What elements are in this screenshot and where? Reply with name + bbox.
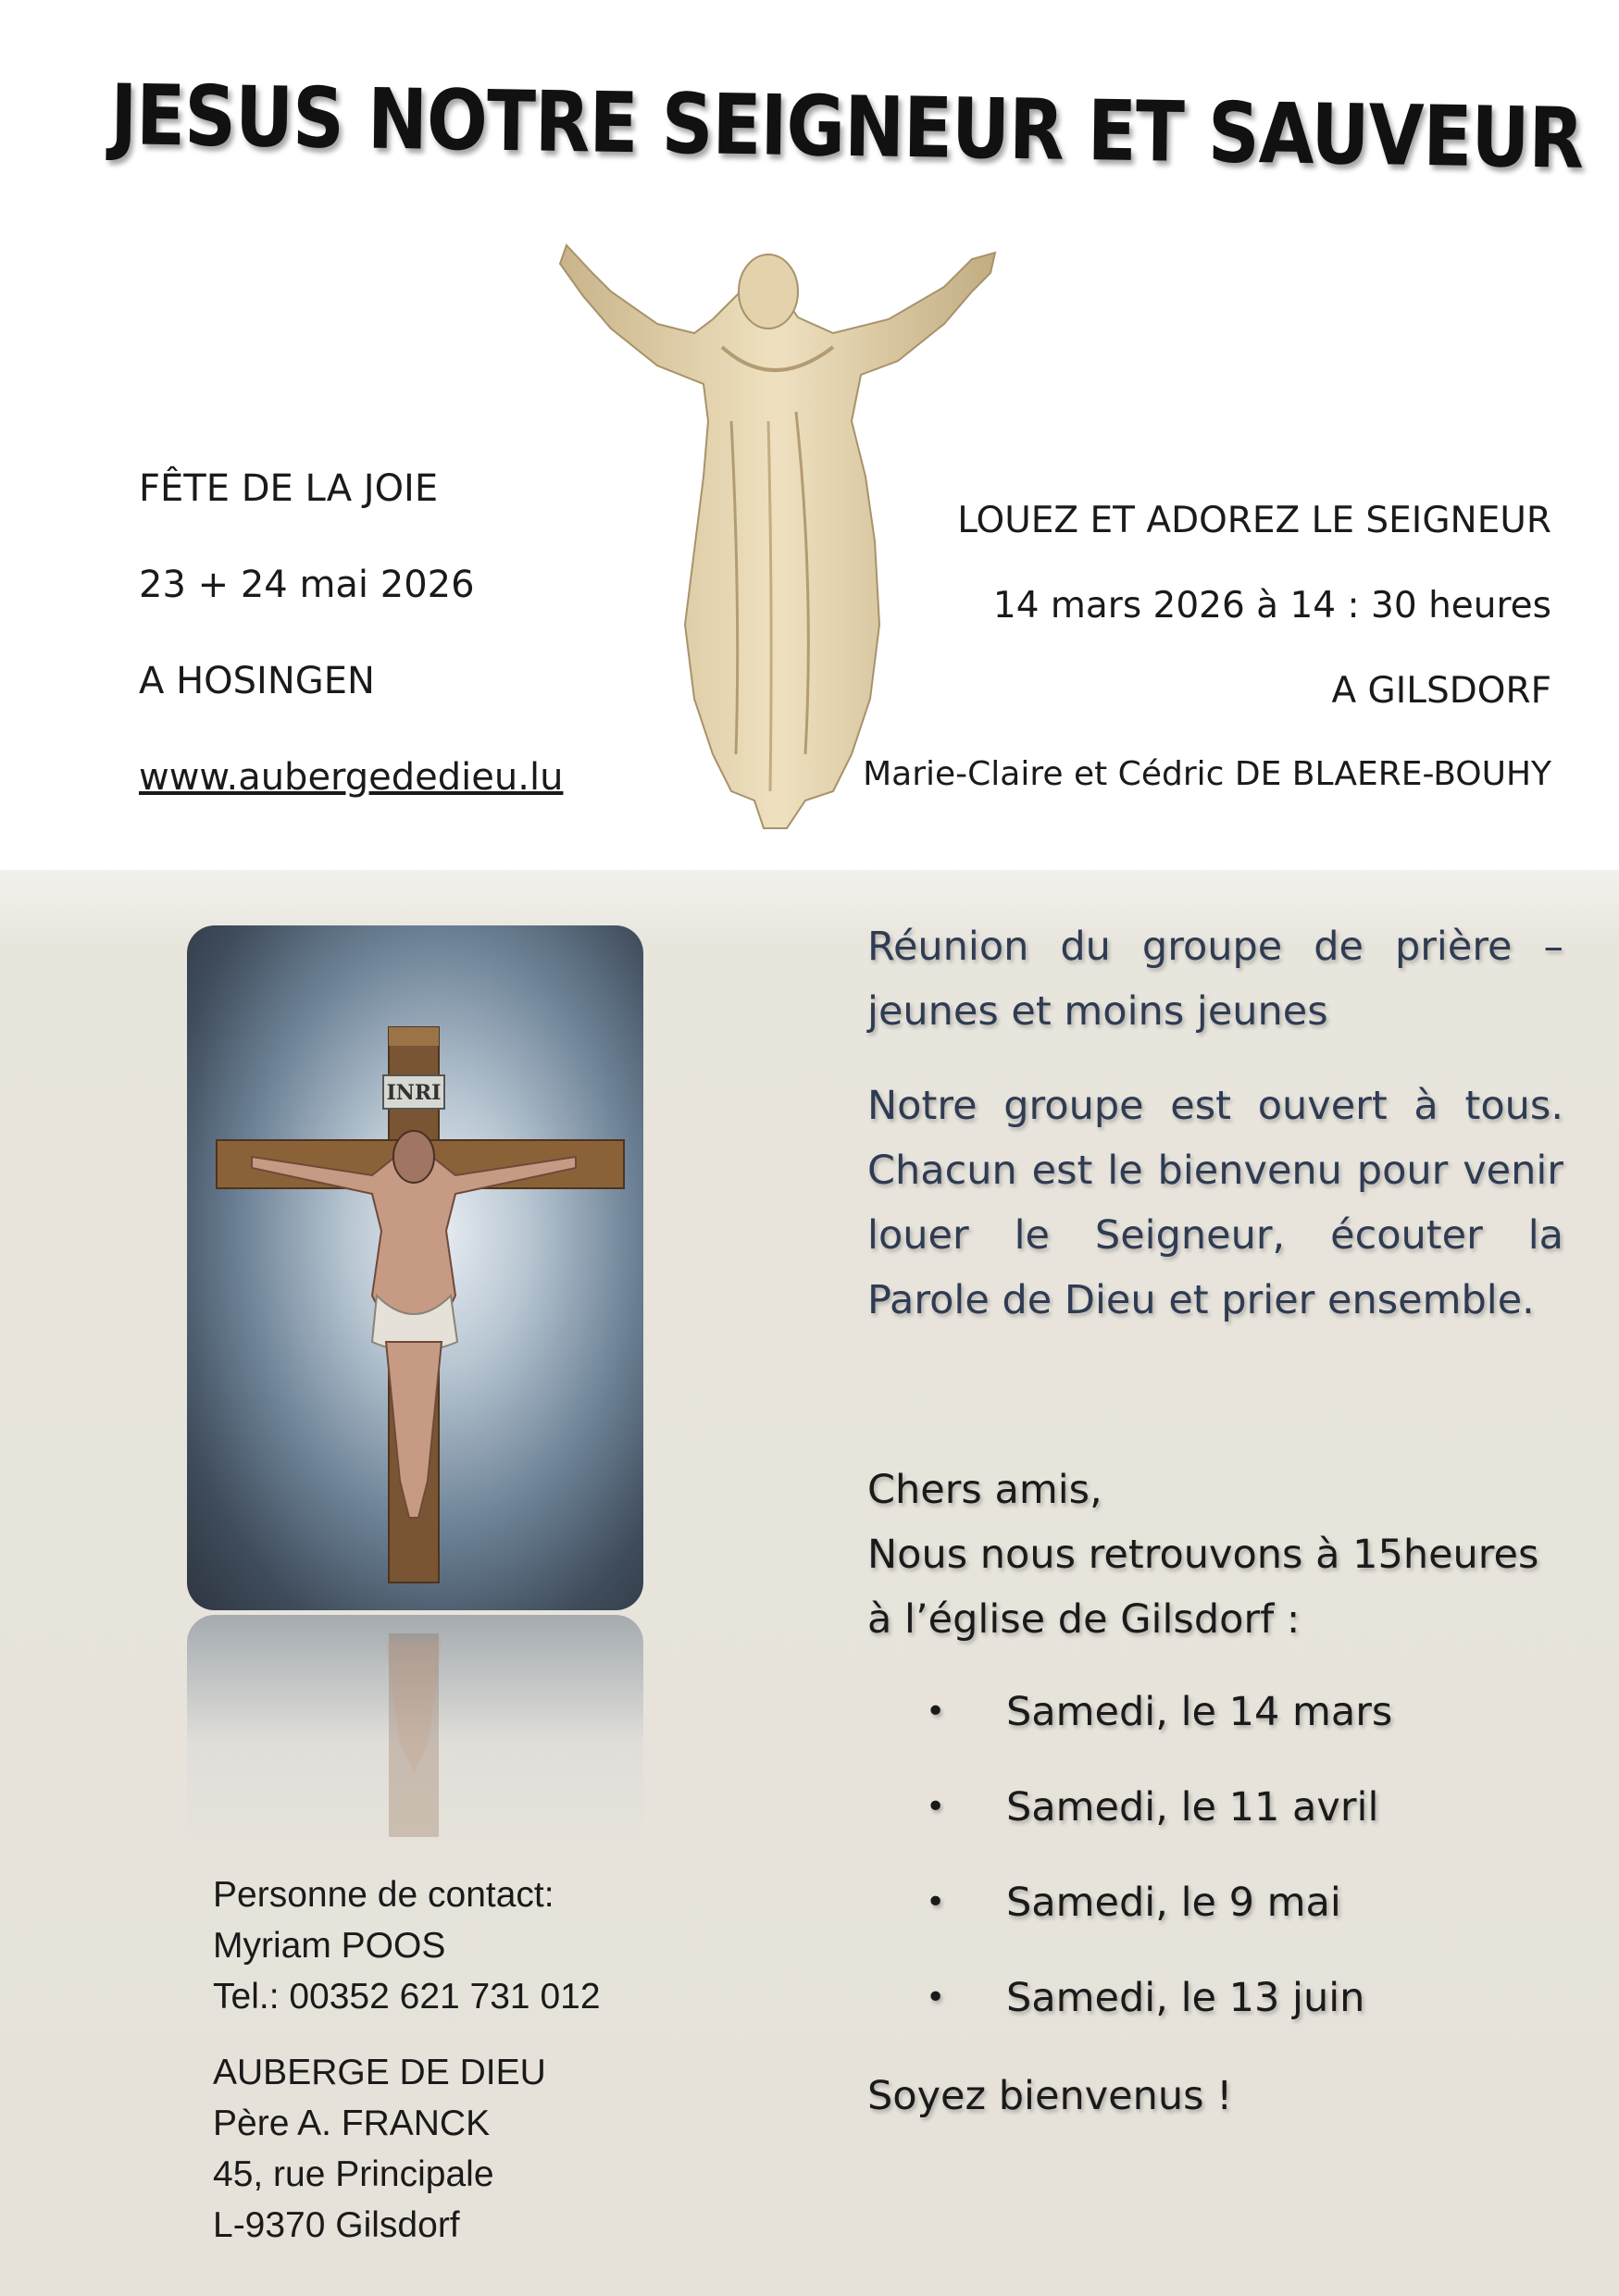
salutation: Chers amis,: [867, 1467, 1102, 1513]
left-event-date: 23 + 24 mai 2026: [139, 564, 475, 606]
right-event-place: A GILSDORF: [1331, 670, 1551, 712]
address-city: L-9370 Gilsdorf: [213, 2205, 460, 2245]
inri-sign: INRI: [386, 1081, 442, 1105]
address-street: 45, rue Principale: [213, 2154, 494, 2194]
right-event-hosts: Marie-Claire et Cédric DE BLAERE-BOUHY: [863, 755, 1551, 793]
bullet-icon: •: [926, 1883, 946, 1921]
contact-phone: Tel.: 00352 621 731 012: [213, 1977, 601, 2017]
group-description: Notre groupe est ouvert à tous. Chacun est le bienvenu pour venir louer le Seigneur, écouter la Parole de Dieu et prier ensemble.: [867, 1083, 1563, 1323]
left-event-name: FÊTE DE LA JOIE: [139, 467, 439, 510]
closing-text: Soyez bienvenus !: [867, 2073, 1233, 2119]
invitation-line-2: à l’église de Gilsdorf :: [867, 1596, 1301, 1643]
contact-label: Personne de contact:: [213, 1875, 554, 1915]
page-title: JESUS NOTRE SEIGNEUR ET SAUVEUR: [109, 66, 1584, 188]
bullet-icon: •: [926, 1693, 946, 1731]
address-block: [213, 2047, 546, 2251]
contact-name: Myriam POOS: [213, 1926, 446, 1966]
crucifix-reflection: [187, 1615, 643, 1846]
invitation-line-1: Nous nous retrouvons à 15heures: [867, 1532, 1539, 1578]
group-heading: Réunion du groupe de prière – jeunes et moins jeunes: [867, 924, 1563, 1035]
bullet-icon: •: [926, 1979, 946, 2017]
left-event-place: A HOSINGEN: [139, 660, 375, 702]
right-event-name: LOUEZ ET ADOREZ LE SEIGNEUR: [957, 500, 1551, 541]
contact-block: [213, 1869, 601, 2022]
bullet-icon: •: [926, 1788, 946, 1826]
crucifix-image: [187, 925, 643, 1610]
website-link[interactable]: www.aubergededieu.lu: [139, 756, 564, 799]
address-person: Père A. FRANCK: [213, 2104, 491, 2143]
right-event-date: 14 mars 2026 à 14 : 30 heures: [992, 585, 1551, 627]
address-org: AUBERGE DE DIEU: [213, 2053, 546, 2092]
